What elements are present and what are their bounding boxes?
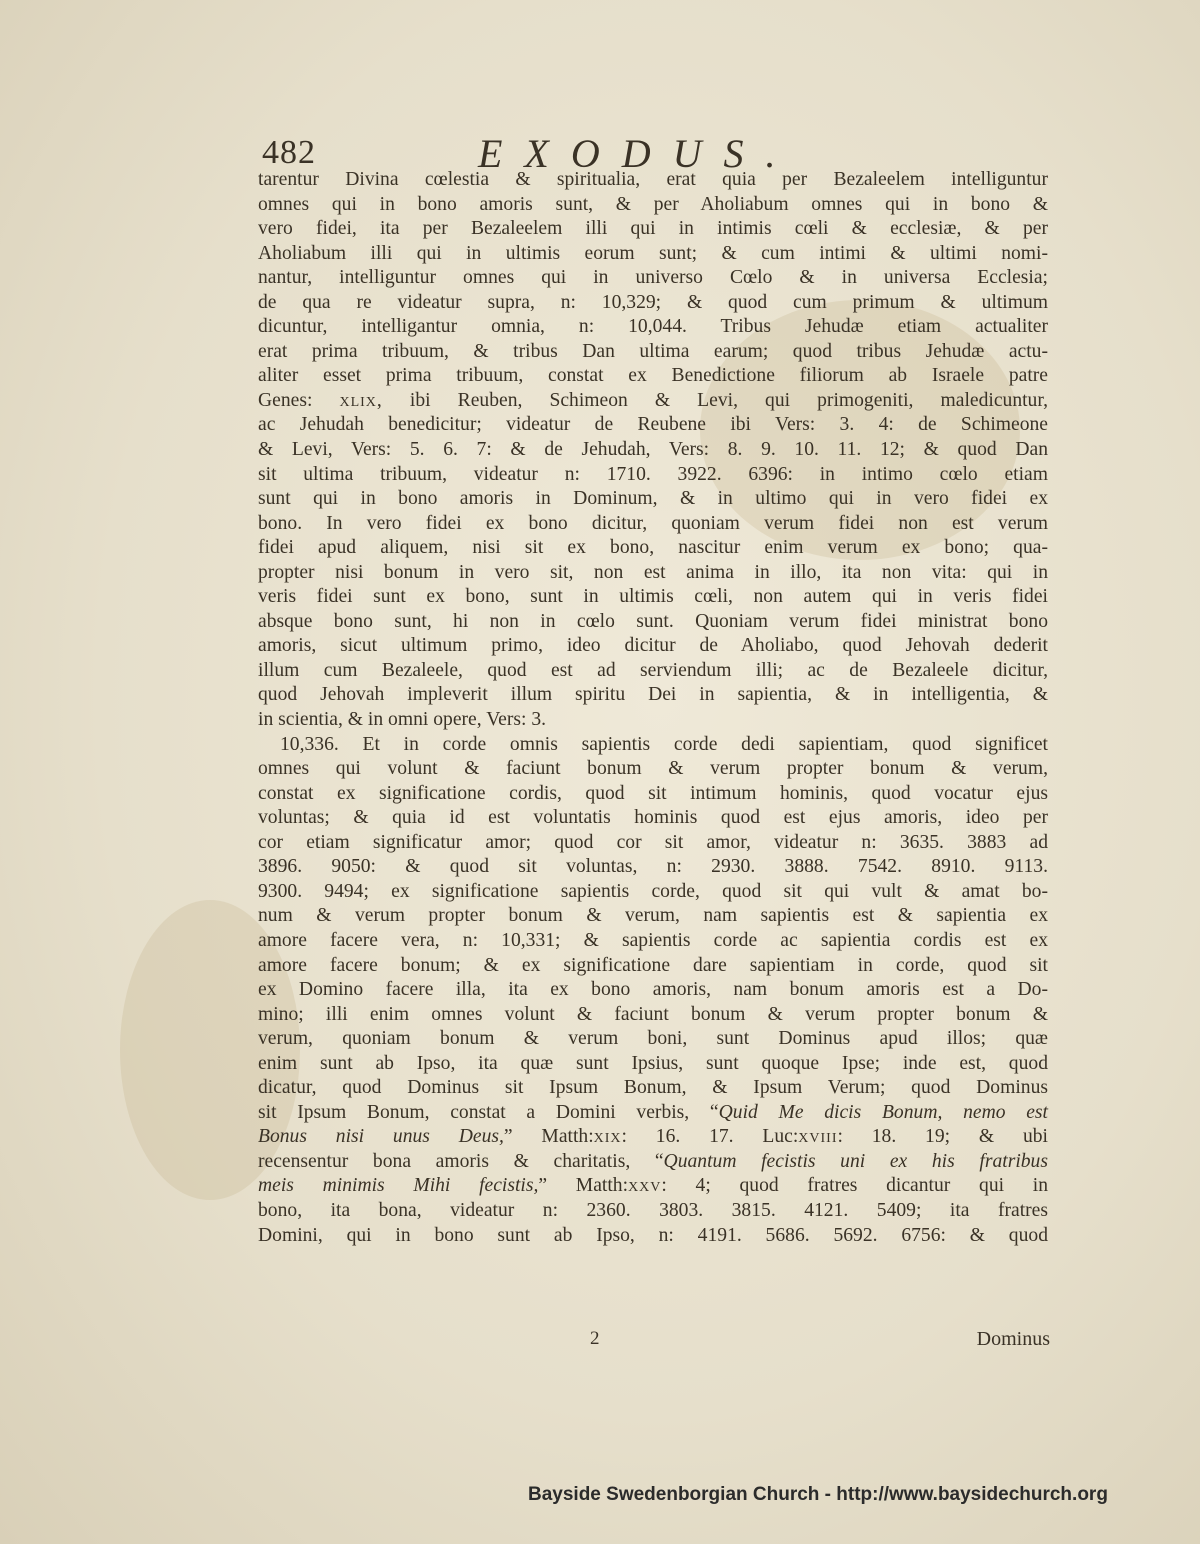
text-line: amore facere bonum; & ex significatione dare sapientiam in corde, quod sit — [258, 954, 1048, 976]
text-line: num & verum propter bonum & verum, nam sapientis est & sapientia ex — [258, 905, 1048, 927]
text-line: omnes qui in bono amoris sunt, & per Aholiabum omnes qui in bono & — [258, 193, 1048, 215]
quotation: meis minimis Mihi fecistis, — [258, 1175, 539, 1197]
text-fragment: ” Matth: — [503, 1126, 594, 1148]
text-fragment: ” Matth: — [538, 1175, 629, 1197]
text-line — [258, 1150, 1048, 1175]
chapter-numeral: xix — [593, 1126, 622, 1148]
text-line: Aholiabum illi qui in ultimis eorum sunt; & cum intimi & ultimi nomi- — [258, 242, 1048, 264]
text-line: tarentur Divina cœlestia & spiritualia, erat quia per Bezaleelem intelliguntur — [258, 169, 1048, 190]
text-fragment: ibi Reuben, Schimeon & Levi, qui primogeniti, maledicuntur, — [409, 389, 1048, 411]
text-line — [258, 389, 1048, 414]
text-fragment: sit Ipsum Bonum, constat a Domini verbis, “ — [258, 1101, 719, 1123]
page-number: 482 — [262, 134, 316, 171]
signature-mark: 2 — [590, 1328, 600, 1349]
chapter-numeral: xlix, — [339, 389, 383, 411]
text-line: cor etiam significatur amor; quod cor sit amor, videatur n: 3635. 3883 ad — [258, 831, 1048, 853]
text-line: bono. In vero fidei ex bono dicitur, quoniam verum fidei non est verum — [258, 512, 1048, 534]
text-line: omnes qui volunt & faciunt bonum & verum propter bonum & verum, — [258, 758, 1048, 780]
quotation: Bonus nisi unus Deus, — [258, 1126, 504, 1148]
text-line — [258, 1174, 1048, 1199]
text-line: amore facere vera, n: 10,331; & sapientis corde ac sapientia cordis est ex — [258, 929, 1048, 951]
text-line: amoris, sicut ultimum primo, ideo dicitur de Aholiabo, quod Jehovah dederit — [258, 635, 1048, 657]
text-line: erat prima tribuum, & tribus Dan ultima earum; quod tribus Jehudæ actu- — [258, 340, 1048, 362]
text-line: & Levi, Vers: 5. 6. 7: & de Jehudah, Vers: 8. 9. 10. 11. 12; & quod Dan — [258, 439, 1048, 461]
text-line: 9300. 9494; ex significatione sapientis corde, quod sit qui vult & amat bo- — [258, 880, 1048, 902]
text-line: Domini, qui in bono sunt ab Ipso, n: 4191. 5686. 5692. 6756: & quod — [258, 1224, 1048, 1246]
text-fragment: : 16. 17. Luc: — [621, 1126, 799, 1148]
text-fragment: : 18. 19; & ubi — [837, 1126, 1048, 1148]
text-line: dicatur, quod Dominus sit Ipsum Bonum, & Ipsum Verum; quod Dominus — [258, 1077, 1048, 1099]
text-line: verum, quoniam bonum & verum boni, sunt Dominus apud illos; quæ — [258, 1028, 1048, 1050]
text-line: propter nisi bonum in vero sit, non est anima in illo, ita non vita: qui in — [258, 561, 1048, 583]
quotation: Quid Me dicis Bonum, nemo est — [718, 1101, 1048, 1123]
text-line: aliter esset prima tribuum, constat ex Benedictione filiorum ab Israele patre — [258, 365, 1048, 387]
text-fragment: recensentur bona amoris & charitatis, “ — [258, 1150, 664, 1172]
text-line: nantur, intelliguntur omnes qui in universo Cœlo & in universa Ecclesia; — [258, 267, 1048, 289]
catchword: Dominus — [976, 1328, 1050, 1350]
text-line: de qua re videatur supra, n: 10,329; & quod cum primum & ultimum — [258, 291, 1048, 313]
text-line: enim sunt ab Ipso, ita quæ sunt Ipsius, sunt quoque Ipse; inde est, quod — [258, 1052, 1048, 1074]
body-text — [258, 168, 1048, 1248]
text-line — [258, 1125, 1048, 1150]
text-fragment: Genes: — [258, 389, 313, 411]
text-line — [258, 1101, 1048, 1126]
text-line: voluntas; & quia id est voluntatis hominis quod est ejus amoris, ideo per — [258, 807, 1048, 829]
chapter-numeral: xviii — [798, 1126, 838, 1148]
text-line: bono, ita bona, videatur n: 2360. 3803. 3815. 4121. 5409; ita fratres — [258, 1199, 1048, 1221]
text-line: ex Domino facere illa, ita ex bono amoris, nam bonum amoris est a Do- — [258, 979, 1048, 1001]
text-line: veris fidei sunt ex bono, sunt in ultimis cœli, non autem qui in veris fidei — [258, 586, 1048, 608]
text-line: in scientia, & in omni opere, Vers: 3. — [258, 709, 547, 731]
chapter-numeral: xxv — [628, 1175, 662, 1197]
text-line: quod Jehovah impleverit illum spiritu Dei in sapientia, & in intelligentia, & — [258, 684, 1048, 706]
running-title: EXODUS. — [478, 131, 798, 176]
watermark-credit: Bayside Swedenborgian Church - http://www.baysidechurch.org — [528, 1484, 1108, 1505]
text-line: illum cum Bezaleele, quod est ad serviendum illi; ac de Bezaleele dicitur, — [258, 659, 1048, 681]
text-fragment: : 4; quod fratres dicantur qui in — [661, 1175, 1048, 1197]
text-line: dicuntur, intelligantur omnia, n: 10,044. Tribus Jehudæ etiam actualiter — [258, 316, 1048, 338]
text-line: absque bono sunt, hi non in cœlo sunt. Quoniam verum fidei ministrat bono — [258, 610, 1048, 632]
text-line: fidei apud aliquem, nisi sit ex bono, nascitur enim verum ex bono; qua- — [258, 537, 1048, 559]
text-line: 3896. 9050: & quod sit voluntas, n: 2930. 3888. 7542. 8910. 9113. — [258, 856, 1048, 878]
text-line: mino; illi enim omnes volunt & faciunt bonum & verum propter bonum & — [258, 1003, 1048, 1025]
text-line: ac Jehudah benedicitur; videatur de Reubene ibi Vers: 3. 4: de Schimeone — [258, 414, 1048, 436]
text-line: sit ultima tribuum, videatur n: 1710. 3922. 6396: in intimo cœlo etiam — [258, 463, 1048, 485]
paragraph-start-line: 10,336. Et in corde omnis sapientis corde dedi sapientiam, quod significet — [280, 733, 1048, 755]
quotation: Quantum fecistis uni ex his fratribus — [663, 1150, 1048, 1172]
text-line: vero fidei, ita per Bezaleelem illi qui in intimis cœli & ecclesiæ, & per — [258, 218, 1048, 240]
text-line: sunt qui in bono amoris in Dominum, & in ultimo qui in vero fidei ex — [258, 488, 1048, 510]
text-line: constat ex significatione cordis, quod sit intimum hominis, quod vocatur ejus — [258, 782, 1048, 804]
